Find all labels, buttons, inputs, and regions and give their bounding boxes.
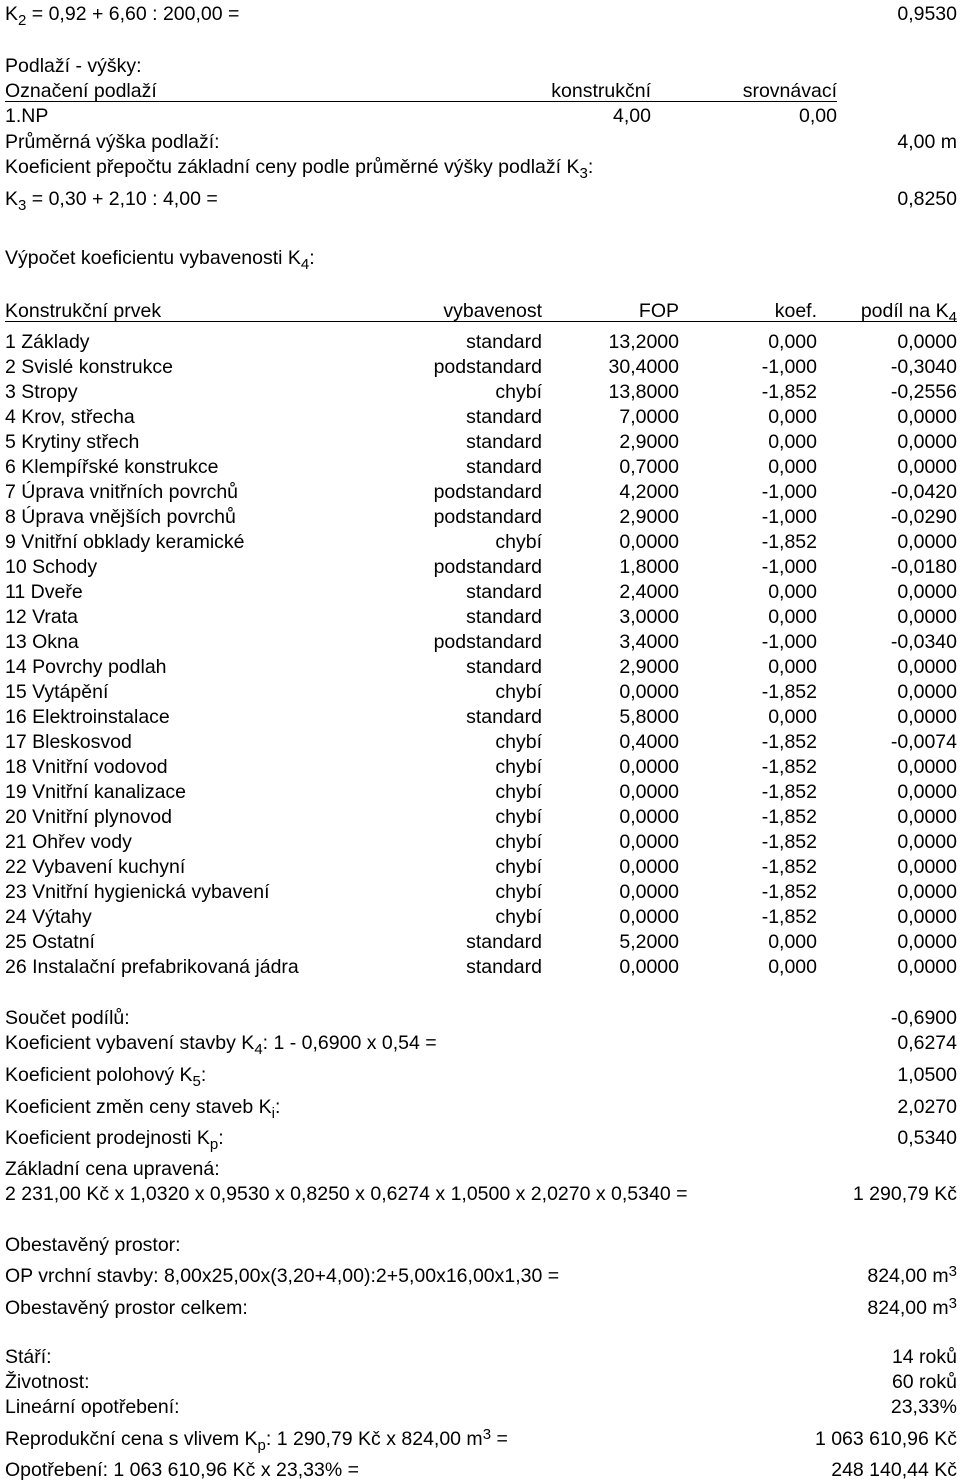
cell-fop: 3,0000 — [619, 606, 679, 628]
k2-value: 0,9530 — [897, 3, 957, 25]
cell-coef: -1,852 — [761, 781, 817, 803]
avg-height-line — [5, 130, 957, 154]
cell-share: 0,0000 — [897, 831, 957, 853]
base-price-line — [5, 1182, 957, 1206]
cell-equipment: standard — [466, 606, 542, 628]
cell-coef: 0,000 — [768, 456, 817, 478]
cell-equipment: standard — [466, 931, 542, 953]
repro-line — [5, 1426, 957, 1454]
cell-coef: 0,000 — [768, 956, 817, 978]
cell-fop: 0,0000 — [619, 756, 679, 778]
depreciation-value: 248 140,44 Kč — [831, 1459, 957, 1481]
cell-fop: 0,0000 — [619, 781, 679, 803]
cell-fop: 1,8000 — [619, 556, 679, 578]
cell-coef: 0,000 — [768, 931, 817, 953]
floor-name: 1.NP — [5, 105, 49, 127]
age-label: Stáří: — [5, 1346, 52, 1368]
k4-title: Výpočet koeficientu vybavenosti $K_4$: — [5, 247, 315, 273]
sum-value: -0,6900 — [890, 1007, 957, 1029]
cell-coef: 0,000 — [768, 406, 817, 428]
kp-label: Koeficient prodejnosti $K_p$: — [5, 1127, 224, 1153]
cell-equipment: standard — [466, 581, 542, 603]
k3-label: $K_3 = 0,30 + 2,10$ : 4,00 = — [5, 188, 218, 214]
cell-element: 8 Úprava vnějších povrchů — [5, 506, 236, 528]
table-row — [5, 580, 957, 605]
cell-equipment: chybí — [495, 756, 542, 778]
cell-share: -0,3040 — [890, 356, 957, 378]
cell-coef: -1,852 — [761, 731, 817, 753]
cell-share: 0,0000 — [897, 331, 957, 353]
age-line — [5, 1345, 957, 1369]
cell-element: 11 Dveře — [5, 581, 83, 603]
cell-equipment: chybí — [495, 531, 542, 553]
cell-fop: 13,2000 — [608, 331, 679, 353]
cell-coef: -1,852 — [761, 531, 817, 553]
k4-line — [5, 1031, 957, 1058]
cell-share: 0,0000 — [897, 931, 957, 953]
cell-share: 0,0000 — [897, 906, 957, 928]
cell-equipment: chybí — [495, 906, 542, 928]
cell-fop: 0,0000 — [619, 956, 679, 978]
cell-element: 26 Instalační prefabrikovaná jádra — [5, 956, 299, 978]
table-row — [5, 830, 957, 855]
cell-equipment: chybí — [495, 681, 542, 703]
cell-equipment: podstandard — [433, 356, 542, 378]
base-price-formula: 2 231,00 Kč x 1,0320 x 0,9530 x 0,8250 x 0,6274 x 1,0500 x 2,0270 x 0,5340 = — [5, 1183, 688, 1205]
cell-share: -0,0420 — [890, 481, 957, 503]
k3-description: Koeficient přepočtu základní ceny podle průměrné výšky podlaží $K_3$: — [5, 156, 594, 182]
cell-element: 12 Vrata — [5, 606, 78, 628]
table-header — [5, 299, 957, 326]
op-line — [5, 1264, 957, 1288]
k5-value: 1,0500 — [897, 1064, 957, 1086]
table-row — [5, 930, 957, 955]
space-total-value: 824,00 $m^3$ — [867, 1295, 957, 1319]
cell-share: -0,0340 — [890, 631, 957, 653]
cell-coef: -1,000 — [761, 506, 817, 528]
table-row — [5, 330, 957, 355]
cell-share: 0,0000 — [897, 806, 957, 828]
table-row — [5, 705, 957, 730]
cell-coef: 0,000 — [768, 331, 817, 353]
cell-fop: 0,7000 — [619, 456, 679, 478]
avg-height-value: 4,00 m — [897, 131, 957, 153]
floors-title: Podlaží - výšky: — [5, 55, 142, 77]
cell-coef: -1,000 — [761, 631, 817, 653]
cell-share: -0,0180 — [890, 556, 957, 578]
k5-line — [5, 1063, 957, 1090]
cell-coef: -1,000 — [761, 481, 817, 503]
sum-line — [5, 1006, 957, 1030]
cell-element: 9 Vnitřní obklady keramické — [5, 531, 245, 553]
cell-coef: -1,852 — [761, 806, 817, 828]
depreciation-label: Opotřebení: 1 063 610,96 Kč x 23,33% = — [5, 1459, 359, 1481]
wear-line — [5, 1395, 957, 1419]
cell-fop: 2,9000 — [619, 506, 679, 528]
cell-element: 6 Klempířské konstrukce — [5, 456, 219, 478]
cell-element: 19 Vnitřní kanalizace — [5, 781, 187, 803]
cell-equipment: chybí — [495, 881, 542, 903]
cell-fop: 5,2000 — [619, 931, 679, 953]
cell-coef: 0,000 — [768, 431, 817, 453]
cell-equipment: chybí — [495, 781, 542, 803]
cell-share: -0,0074 — [890, 731, 957, 753]
base-price-label: Základní cena upravená: — [5, 1158, 220, 1180]
cell-share: 0,0000 — [897, 956, 957, 978]
floor-constructive: 4,00 — [613, 105, 651, 127]
cell-element: 1 Základy — [5, 331, 90, 353]
repro-label: Reprodukční cena s vlivem $K_p$: 1 290,79 Kč x 824,00 $m^3$ = — [5, 1426, 508, 1454]
cell-coef: -1,852 — [761, 681, 817, 703]
wear-value: 23,33% — [890, 1396, 957, 1418]
cell-coef: -1,000 — [761, 556, 817, 578]
floors-header-row — [5, 79, 837, 103]
cell-fop: 5,8000 — [619, 706, 679, 728]
th-share: podíl na $K_4$ — [860, 300, 957, 326]
life-label: Životnost: — [5, 1371, 90, 1393]
table-row — [5, 855, 957, 880]
cell-element: 7 Úprava vnitřních povrchů — [5, 481, 239, 503]
cell-coef: -1,852 — [761, 906, 817, 928]
floors-row — [5, 104, 837, 128]
cell-equipment: chybí — [495, 856, 542, 878]
cell-element: 22 Vybavení kuchyní — [5, 856, 186, 878]
cell-share: -0,0290 — [890, 506, 957, 528]
cell-coef: 0,000 — [768, 606, 817, 628]
cell-element: 10 Schody — [5, 556, 98, 578]
cell-fop: 0,0000 — [619, 806, 679, 828]
cell-share: 0,0000 — [897, 656, 957, 678]
cell-fop: 0,0000 — [619, 906, 679, 928]
table-row — [5, 405, 957, 430]
cell-share: -0,2556 — [890, 381, 957, 403]
ki-line — [5, 1095, 957, 1122]
k3-line — [5, 187, 957, 214]
cell-share: 0,0000 — [897, 881, 957, 903]
table-row — [5, 430, 957, 455]
floors-header-constructive: konstrukční — [551, 80, 651, 102]
cell-share: 0,0000 — [897, 781, 957, 803]
cell-equipment: chybí — [495, 731, 542, 753]
cell-element: 20 Vnitřní plynovod — [5, 806, 172, 828]
table-row — [5, 505, 957, 530]
ki-label: Koeficient změn ceny staveb $K_i$: — [5, 1096, 281, 1122]
table-row — [5, 530, 957, 555]
wear-label: Lineární opotřebení: — [5, 1396, 180, 1418]
table-row — [5, 455, 957, 480]
cell-element: 15 Vytápění — [5, 681, 109, 703]
base-price-value: 1 290,79 Kč — [852, 1183, 957, 1205]
ki-value: 2,0270 — [897, 1096, 957, 1118]
cell-element: 21 Ohřev vody — [5, 831, 132, 853]
k3-value: 0,8250 — [897, 188, 957, 210]
sum-label: Součet podílů: — [5, 1007, 130, 1029]
cell-share: 0,0000 — [897, 681, 957, 703]
life-value: 60 roků — [891, 1371, 957, 1393]
cell-fop: 2,9000 — [619, 431, 679, 453]
cell-fop: 13,8000 — [608, 381, 679, 403]
cell-coef: -1,852 — [761, 856, 817, 878]
cell-share: 0,0000 — [897, 531, 957, 553]
cell-fop: 30,4000 — [608, 356, 679, 378]
cell-equipment: standard — [466, 331, 542, 353]
cell-element: 5 Krytiny střech — [5, 431, 140, 453]
k4-label: Koeficient vybavení stavby $K_4$: 1 - 0,6900 x 0,54 = — [5, 1032, 437, 1058]
table-row — [5, 605, 957, 630]
k2-line — [5, 2, 957, 29]
cell-share: 0,0000 — [897, 581, 957, 603]
cell-coef: -1,852 — [761, 881, 817, 903]
repro-value: 1 063 610,96 Kč — [814, 1428, 957, 1450]
cell-coef: -1,852 — [761, 756, 817, 778]
cell-element: 13 Okna — [5, 631, 79, 653]
cell-coef: -1,000 — [761, 356, 817, 378]
cell-element: 2 Svislé konstrukce — [5, 356, 173, 378]
cell-equipment: standard — [466, 456, 542, 478]
k4-value: 0,6274 — [897, 1032, 957, 1054]
cell-fop: 0,0000 — [619, 881, 679, 903]
space-total-label: Obestavěný prostor celkem: — [5, 1297, 248, 1319]
cell-coef: 0,000 — [768, 656, 817, 678]
cell-equipment: standard — [466, 431, 542, 453]
cell-element: 3 Stropy — [5, 381, 78, 403]
table-row — [5, 730, 957, 755]
cell-fop: 4,2000 — [619, 481, 679, 503]
cell-share: 0,0000 — [897, 406, 957, 428]
cell-fop: 0,0000 — [619, 531, 679, 553]
k5-label: Koeficient polohový $K_5$: — [5, 1064, 207, 1090]
cell-equipment: standard — [466, 956, 542, 978]
age-value: 14 roků — [891, 1346, 957, 1368]
life-line — [5, 1370, 957, 1394]
cell-fop: 0,4000 — [619, 731, 679, 753]
cell-element: 24 Výtahy — [5, 906, 92, 928]
cell-equipment: podstandard — [433, 631, 542, 653]
cell-fop: 2,9000 — [619, 656, 679, 678]
cell-equipment: chybí — [495, 381, 542, 403]
cell-element: 18 Vnitřní vodovod — [5, 756, 168, 778]
cell-equipment: chybí — [495, 806, 542, 828]
kp-line — [5, 1126, 957, 1153]
cell-element: 16 Elektroinstalace — [5, 706, 170, 728]
cell-equipment: standard — [466, 656, 542, 678]
cell-equipment: standard — [466, 706, 542, 728]
cell-share: 0,0000 — [897, 706, 957, 728]
cell-fop: 3,4000 — [619, 631, 679, 653]
k2-label: $K_2 = 0,92 + 6,60$ : 200,00 = — [5, 3, 240, 29]
th-coef: koef. — [774, 300, 817, 322]
floor-comparative: 0,00 — [799, 105, 837, 127]
table-row — [5, 555, 957, 580]
cell-coef: 0,000 — [768, 706, 817, 728]
cell-equipment: podstandard — [433, 481, 542, 503]
table-row — [5, 680, 957, 705]
table-row — [5, 655, 957, 680]
cell-fop: 0,0000 — [619, 681, 679, 703]
cell-fop: 0,0000 — [619, 856, 679, 878]
table-row — [5, 380, 957, 405]
cell-share: 0,0000 — [897, 856, 957, 878]
cell-element: 25 Ostatní — [5, 931, 95, 953]
cell-coef: -1,852 — [761, 831, 817, 853]
cell-equipment: chybí — [495, 831, 542, 853]
cell-element: 23 Vnitřní hygienická vybavení — [5, 881, 270, 903]
space-title: Obestavěný prostor: — [5, 1234, 181, 1256]
table-row — [5, 905, 957, 930]
cell-fop: 7,0000 — [619, 406, 679, 428]
depreciation-line — [5, 1458, 957, 1482]
floors-header-comparative: srovnávací — [742, 80, 837, 102]
cell-element: 14 Povrchy podlah — [5, 656, 167, 678]
cell-share: 0,0000 — [897, 431, 957, 453]
floors-header-name: Označení podlaží — [5, 80, 157, 102]
th-equipment: vybavenost — [443, 300, 542, 322]
table-row — [5, 880, 957, 905]
cell-coef: 0,000 — [768, 581, 817, 603]
avg-height-label: Průměrná výška podlaží: — [5, 131, 220, 153]
cell-share: 0,0000 — [897, 456, 957, 478]
table-row — [5, 780, 957, 805]
th-element: Konstrukční prvek — [5, 300, 162, 322]
cell-fop: 0,0000 — [619, 831, 679, 853]
op-formula: OP vrchní stavby: 8,00x25,00x(3,20+4,00):2+5,00x16,00x1,30 = — [5, 1265, 560, 1287]
cell-element: 17 Bleskosvod — [5, 731, 132, 753]
cell-equipment: podstandard — [433, 506, 542, 528]
table-row — [5, 355, 957, 380]
cell-equipment: podstandard — [433, 556, 542, 578]
space-total-line — [5, 1296, 957, 1320]
table-row — [5, 805, 957, 830]
table-row — [5, 755, 957, 780]
cell-element: 4 Krov, střecha — [5, 406, 135, 428]
table-row — [5, 630, 957, 655]
table-row — [5, 480, 957, 505]
cell-fop: 2,4000 — [619, 581, 679, 603]
cell-equipment: standard — [466, 406, 542, 428]
cell-coef: -1,852 — [761, 381, 817, 403]
table-row — [5, 955, 957, 980]
op-value: 824,00 $m^3$ — [867, 1263, 957, 1287]
th-fop: FOP — [638, 300, 679, 322]
cell-share: 0,0000 — [897, 756, 957, 778]
cell-share: 0,0000 — [897, 606, 957, 628]
kp-value: 0,5340 — [897, 1127, 957, 1149]
